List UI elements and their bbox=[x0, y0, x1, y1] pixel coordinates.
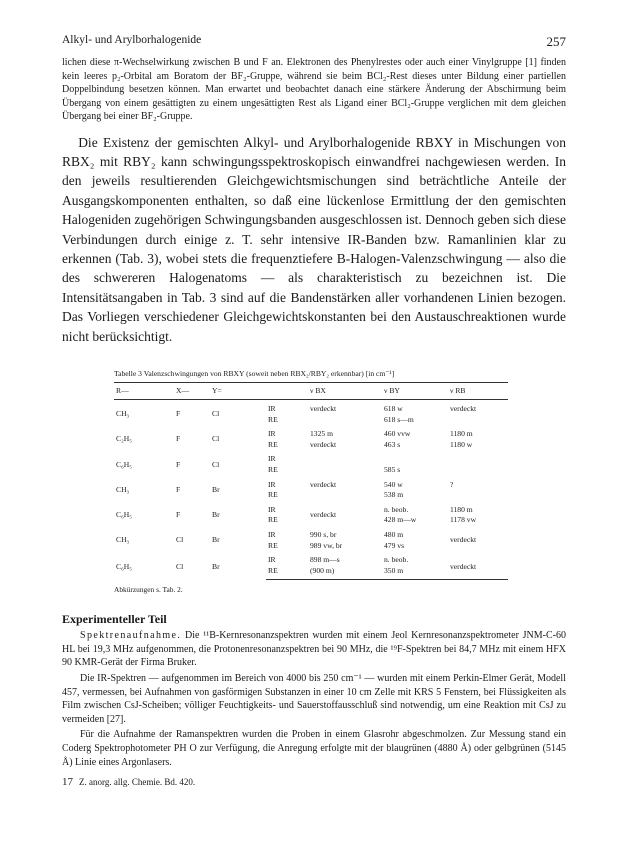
exp-paragraph bbox=[62, 672, 566, 726]
table-row bbox=[114, 501, 508, 516]
cell-method: IR bbox=[268, 454, 276, 464]
cell-x: F bbox=[176, 409, 181, 419]
table-row bbox=[114, 450, 508, 465]
cell-method: IR bbox=[268, 479, 276, 489]
cell-vbx: 898 m—s bbox=[310, 555, 340, 565]
table-row bbox=[114, 399, 508, 414]
col-header-method bbox=[266, 382, 308, 399]
cell-vbx bbox=[308, 490, 382, 501]
cell-vby: 463 s bbox=[384, 439, 401, 449]
cell-vbx bbox=[308, 465, 382, 476]
cell-vrb: 1180 m bbox=[450, 504, 473, 514]
cell-x: Cl bbox=[176, 562, 184, 572]
page-footer bbox=[62, 776, 566, 788]
cell-r: C₆H₅ bbox=[116, 510, 132, 520]
cell-vby bbox=[382, 450, 448, 465]
col-header-y: Y= bbox=[210, 382, 266, 399]
cell-vrb: 1180 w bbox=[450, 439, 473, 449]
cell-method: IR bbox=[268, 403, 276, 413]
cell-x: F bbox=[176, 510, 181, 520]
col-header-r: R— bbox=[114, 382, 174, 399]
cell-y: Cl bbox=[212, 434, 220, 444]
cell-vby: 618 w bbox=[384, 403, 403, 413]
cell-vby: 540 w bbox=[384, 479, 403, 489]
vibration-table bbox=[114, 382, 508, 580]
cell-vrb: verdeckt bbox=[450, 403, 477, 413]
paragraph-lead: Spektrenaufnahme. bbox=[80, 630, 182, 642]
page-number: 257 bbox=[546, 34, 566, 49]
cell-vby: 538 m bbox=[384, 490, 404, 500]
cell-vbx: (900 m) bbox=[308, 566, 382, 580]
cell-y: Br bbox=[212, 484, 220, 494]
cell-vrb bbox=[448, 415, 508, 426]
table-row bbox=[114, 425, 508, 440]
cell-r: CH₃ bbox=[116, 535, 130, 545]
cell-vbx: verdeckt bbox=[310, 479, 337, 489]
cell-r: C₆H₅ bbox=[116, 562, 132, 572]
cell-vby: 428 m—w bbox=[384, 515, 417, 525]
cell-y: Br bbox=[212, 535, 220, 545]
cell-vby: n. beob. bbox=[384, 555, 409, 565]
cell-vrb bbox=[448, 490, 508, 501]
cell-vbx bbox=[308, 415, 382, 426]
cell-method: RE bbox=[268, 439, 278, 449]
cell-vby: 480 m bbox=[384, 529, 404, 539]
paragraph-text: Für die Aufnahme der Ramanspektren wurden die Proben in einem Glasrohr abgeschmolzen. Zur Messung stand ein Coderg Spektrophotometer PH O zur Verfügung, die Anregung erfolgte mit der blaugrünen (4880 Å) oder gelbgrünen (5145 Å) Linie eines Argonlasers. bbox=[62, 729, 566, 768]
cell-vrb bbox=[448, 450, 508, 465]
col-header-vbx: ν BX bbox=[308, 382, 382, 399]
cell-vby: 479 vs bbox=[384, 540, 405, 550]
paragraph-text: Die ¹¹B-Kernresonanzspektren wurden mit einem Jeol Kernresonanzspektrometer JNM-C-60 HL bei 19,3 MHz aufgenommen, die Protonenresonanzspektren bei 90 MHz, die ¹⁹F-Spektren bei 84,7 MHz mit einem HFX 90 KMR-Gerät der Firma Bruker. bbox=[62, 630, 566, 669]
cell-y: Br bbox=[212, 562, 220, 572]
cell-vrb: 1178 vw bbox=[450, 515, 477, 525]
cell-x: F bbox=[176, 484, 181, 494]
cell-x: Cl bbox=[176, 535, 184, 545]
page bbox=[62, 34, 566, 788]
exp-paragraph bbox=[62, 629, 566, 670]
cell-y: Cl bbox=[212, 459, 220, 469]
cell-vbx: 990 s, br bbox=[310, 529, 337, 539]
cell-vbx: verdeckt bbox=[310, 510, 337, 520]
col-header-vby: ν BY bbox=[382, 382, 448, 399]
cell-method: RE bbox=[266, 566, 308, 580]
cell-vbx: 989 vw, br bbox=[310, 540, 343, 550]
running-title: Alkyl- und Arylborhalogenide bbox=[62, 34, 202, 46]
cell-vrb: verdeckt bbox=[448, 551, 508, 580]
cell-vrb bbox=[448, 465, 508, 476]
cell-method: RE bbox=[268, 490, 278, 500]
table-row bbox=[114, 551, 508, 566]
cell-r: CH₃ bbox=[116, 409, 130, 419]
cell-vby: 618 s—m bbox=[384, 414, 414, 424]
intro-paragraph: lichen diese π-Wechselwirkung zwischen B und F an. Elektronen des Phenylrestes oder auch einer Vinylgruppe [1] finden kein leeres p₂-Orbital am Boratom der BF₂-Gruppe, während sie beim BCl₂-Rest dieses unter Bildung einer partiellen Doppelbindung besetzen können. Man erwartet und beobachtet danach eine stärkere Änderung der Abschirmung beim Übergang von einem gesättigten zu einem ungesättigten Rest als Ligand einer BCl₂-Gruppe verglichen mit dem gleichen Übergang bei einer BF₂-Gruppe. bbox=[62, 57, 566, 122]
cell-vrb: verdeckt bbox=[450, 535, 477, 545]
col-header-vrb: ν RB bbox=[448, 382, 508, 399]
cell-method: RE bbox=[268, 515, 278, 525]
cell-vby: 460 vvw bbox=[384, 429, 411, 439]
running-header bbox=[62, 34, 566, 54]
table-caption: Tabelle 3 Valenzschwingungen von RBXY (soweit neben RBX₂/RBY₂ erkennbar) [in cm⁻¹] bbox=[114, 368, 395, 378]
cell-vbx bbox=[308, 450, 382, 465]
main-paragraph: Die Existenz der gemischten Alkyl- und Arylborhalogenide RBXY in Mischungen von RBX₂ mit RBY₂ kann schwingungsspektroskopisch einwandfrei nachgewiesen werden. In den jeweils resultierenden Gleichgewichtsmischungen sind beträchtliche Anteile der Ausgangskomponenten enthalten, so daß eine lückenlose Ermittlung der den gemischten Halogeniden zugehörigen Schwingungsbanden ausgeschlossen ist. Dennoch geben sich diese Verbindungen durch einige z. T. sehr intensive IR-Banden bzw. Ramanlinien klar zu erkennen (Tab. 3), wobei stets die frequenztiefere B-Halogen-Valenzschwingung — also die des schwereren Halogenatoms — als charakteristisch zu bezeichnen ist. Die Intensitätsangaben in Tab. 3 sind auf die Bandenstärken aller vorhandenen Linien bezogen. Das Vorliegen verschiedener Gleichgewichtskonstanten bei den Austauschreaktionen wurde nicht berücksichtigt. bbox=[62, 134, 566, 344]
cell-r: C₂H₅ bbox=[116, 434, 132, 444]
cell-vrb: 1180 m bbox=[450, 429, 473, 439]
cell-vrb: ? bbox=[450, 479, 454, 489]
table-header-row bbox=[114, 382, 508, 399]
cell-x: F bbox=[176, 434, 181, 444]
cell-method: RE bbox=[268, 540, 278, 550]
section-title: Experimenteller Teil bbox=[62, 612, 167, 627]
signature-number: 17 bbox=[62, 776, 73, 789]
cell-y: Cl bbox=[212, 409, 220, 419]
cell-vbx: verdeckt bbox=[310, 403, 337, 413]
cell-method: IR bbox=[268, 504, 276, 514]
cell-method: IR bbox=[268, 555, 276, 565]
table-row bbox=[114, 476, 508, 491]
cell-r: CH₃ bbox=[116, 484, 130, 494]
cell-r: C₆H₅ bbox=[116, 459, 132, 469]
cell-vby: 350 m bbox=[382, 566, 448, 580]
table-row bbox=[114, 526, 508, 541]
cell-x: F bbox=[176, 459, 181, 469]
exp-paragraph bbox=[62, 728, 566, 769]
cell-y: Br bbox=[212, 510, 220, 520]
journal-reference: Z. anorg. allg. Chemie. Bd. 420. bbox=[79, 777, 196, 788]
cell-vbx: 1325 m bbox=[310, 429, 333, 439]
cell-vbx: verdeckt bbox=[310, 439, 337, 449]
cell-method: RE bbox=[268, 414, 278, 424]
cell-method: IR bbox=[268, 429, 276, 439]
paragraph-text: Die IR-Spektren — aufgenommen im Bereich von 4000 bis 250 cm⁻¹ — wurden mit einem Perkin-Elmer Gerät, Modell 457, vermessen, bei Aufnahmen von gasförmigen Substanzen in einer 10 cm Zelle mit KRS 5 Fenstern, bei Flüssigkeiten als Film zwischen CsJ-Scheiben; völliger Feuchtigkeits- und Sauerstoffausschluß sind notwendig, um eine Reaktion mit CsJ zu vermeiden [27]. bbox=[62, 673, 566, 725]
cell-method: IR bbox=[268, 529, 276, 539]
col-header-x: X— bbox=[174, 382, 210, 399]
cell-method: RE bbox=[268, 464, 278, 474]
cell-vby: 585 s bbox=[384, 464, 401, 474]
cell-vby: n. beob. bbox=[384, 504, 409, 514]
table-note: Abkürzungen s. Tab. 2. bbox=[114, 585, 183, 595]
